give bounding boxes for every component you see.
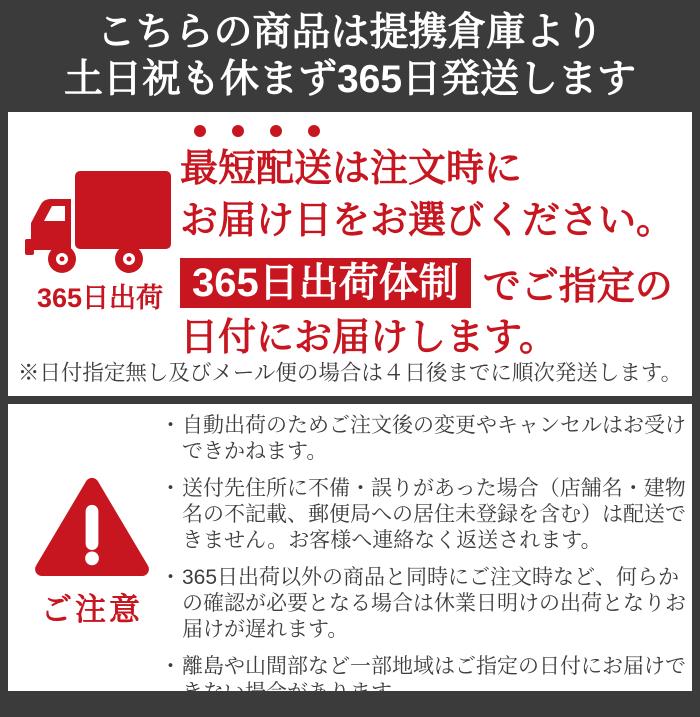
shipping-highlight-row <box>180 255 674 310</box>
highlight-box: 365日出荷体制 <box>180 258 471 308</box>
shipping-heading-line1: 最短配送は注文時に <box>180 148 523 190</box>
bullet-mark: ・ <box>160 566 181 589</box>
emphasis-dot <box>270 125 282 137</box>
emphasis-dots <box>194 125 674 137</box>
caution-item <box>160 476 686 554</box>
shipping-heading-line3: 日付にお届けします。 <box>180 317 557 359</box>
emphasis-dot <box>232 125 244 137</box>
banner-line2: 土日祝も休まず365日発送します <box>63 58 637 101</box>
caution-item <box>160 565 686 643</box>
emphasis-dot <box>194 125 206 137</box>
caution-panel <box>8 404 692 704</box>
shipping-heading-line2: お届け日をお選びください。 <box>180 200 675 242</box>
truck-column <box>20 168 180 315</box>
caution-item-text: 離島や山間部など一部地域はご指定の日付にお届けできない場合があります。 <box>182 655 686 704</box>
emphasis-dot <box>308 125 320 137</box>
top-banner <box>0 0 700 112</box>
caution-item <box>160 654 686 706</box>
caution-item-text: 送付先住所に不備・誤りがあった場合（店舗名・建物名の不記載、郵便局への居住未登録を含む）は配送できません。お客様へ連絡なく返送されます。 <box>182 477 686 552</box>
caution-column <box>22 474 162 629</box>
highlight-suffix: でご指定の <box>482 266 673 308</box>
shipping-panel <box>8 112 692 396</box>
caution-item <box>160 413 686 465</box>
warning-triangle-icon <box>33 474 151 578</box>
caution-label: ご注意 <box>41 592 143 627</box>
truck-label: 365日出荷 <box>36 283 164 313</box>
caution-list <box>160 413 686 717</box>
shipping-content <box>180 125 674 361</box>
banner-line1: こちらの商品は提携倉庫より <box>96 11 604 54</box>
bullet-mark: ・ <box>160 414 181 437</box>
shipping-note: ※日付指定無し及びメール便の場合は４日後までに順次発送します。 <box>17 361 683 385</box>
delivery-truck-icon <box>25 168 175 276</box>
caution-item-text: 365日出荷以外の商品と同時にご注文時など、何らかの確認が必要となる場合は休業日明けの出荷となりお届けが遅れます。 <box>182 566 686 641</box>
bullet-mark: ・ <box>160 655 181 678</box>
caution-item-text: 自動出荷のためご注文後の変更やキャンセルはお受けできかねます。 <box>182 414 686 463</box>
bullet-mark: ・ <box>160 477 181 500</box>
